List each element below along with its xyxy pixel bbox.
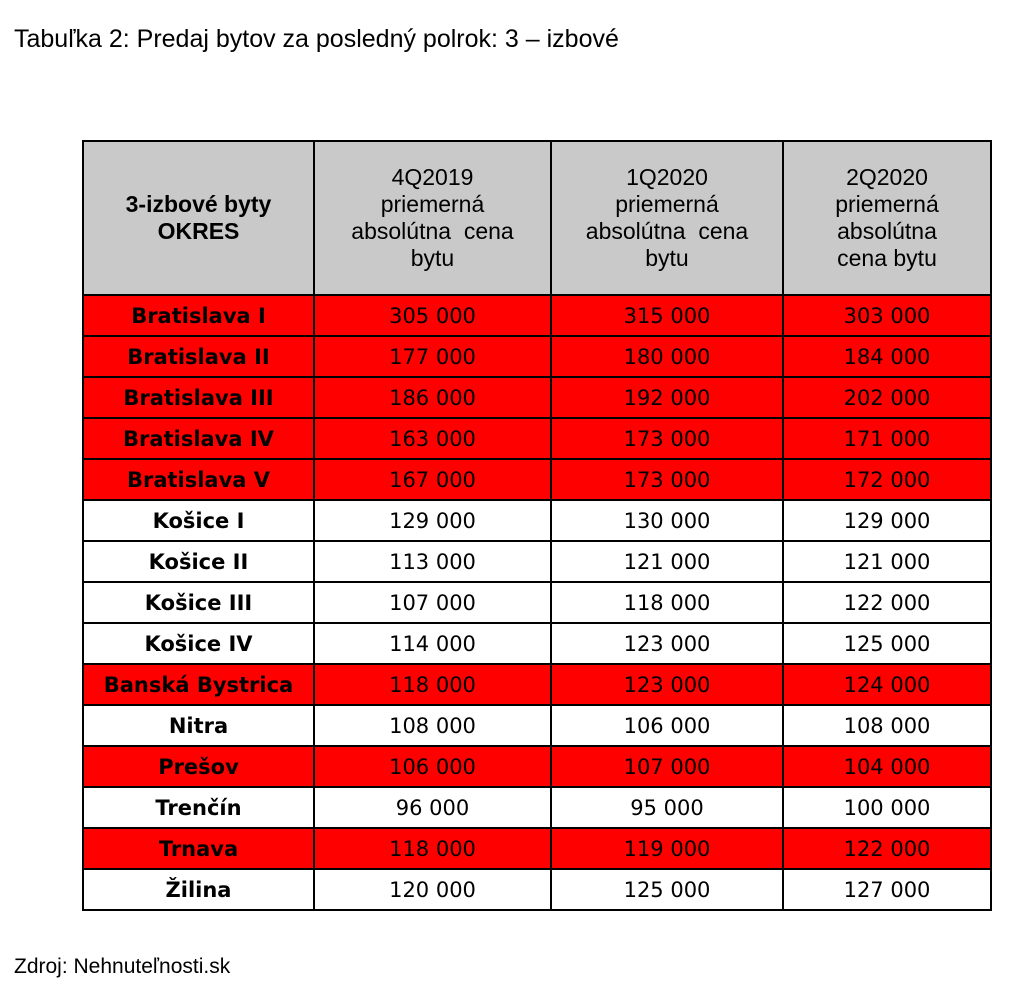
header-okres-line: OKRES [157, 218, 240, 244]
cell-4q2019: 114 000 [314, 623, 551, 664]
cell-okres: Banská Bystrica [83, 664, 314, 705]
price-table [82, 140, 992, 911]
header-2q2020-line: cena bytu [837, 245, 937, 271]
table-row [83, 746, 991, 787]
cell-1q2020: 123 000 [551, 623, 783, 664]
table-row [83, 623, 991, 664]
cell-2q2020: 127 000 [783, 869, 991, 910]
header-1q2020 [551, 141, 783, 295]
cell-1q2020: 118 000 [551, 582, 783, 623]
cell-2q2020: 129 000 [783, 500, 991, 541]
table-row [83, 459, 991, 500]
header-okres-line: 3-izbové byty [125, 191, 272, 217]
cell-okres: Trnava [83, 828, 314, 869]
header-4q2019-line: 4Q2019 [391, 164, 474, 190]
cell-okres: Košice I [83, 500, 314, 541]
cell-okres: Bratislava II [83, 336, 314, 377]
cell-okres: Bratislava V [83, 459, 314, 500]
cell-2q2020: 122 000 [783, 582, 991, 623]
table-row [83, 500, 991, 541]
cell-4q2019: 107 000 [314, 582, 551, 623]
header-4q2019 [314, 141, 551, 295]
cell-okres: Košice III [83, 582, 314, 623]
header-1q2020-line: 1Q2020 [626, 164, 708, 190]
header-4q2019-line: bytu [410, 245, 455, 271]
cell-1q2020: 119 000 [551, 828, 783, 869]
cell-4q2019: 118 000 [314, 664, 551, 705]
cell-1q2020: 123 000 [551, 664, 783, 705]
cell-1q2020: 121 000 [551, 541, 783, 582]
cell-1q2020: 107 000 [551, 746, 783, 787]
cell-4q2019: 113 000 [314, 541, 551, 582]
cell-2q2020: 104 000 [783, 746, 991, 787]
cell-4q2019: 186 000 [314, 377, 551, 418]
cell-okres: Žilina [83, 869, 314, 910]
cell-okres: Bratislava IV [83, 418, 314, 459]
cell-4q2019: 108 000 [314, 705, 551, 746]
table-row [83, 336, 991, 377]
cell-2q2020: 100 000 [783, 787, 991, 828]
cell-2q2020: 184 000 [783, 336, 991, 377]
cell-2q2020: 125 000 [783, 623, 991, 664]
cell-4q2019: 163 000 [314, 418, 551, 459]
table-row [83, 295, 991, 336]
cell-2q2020: 122 000 [783, 828, 991, 869]
cell-okres: Košice II [83, 541, 314, 582]
cell-2q2020: 124 000 [783, 664, 991, 705]
cell-4q2019: 305 000 [314, 295, 551, 336]
table-row [83, 582, 991, 623]
cell-1q2020: 315 000 [551, 295, 783, 336]
cell-1q2020: 125 000 [551, 869, 783, 910]
cell-okres: Bratislava I [83, 295, 314, 336]
header-4q2019-line: absolútna cena [351, 218, 514, 244]
table-row [83, 869, 991, 910]
table-row [83, 418, 991, 459]
cell-1q2020: 192 000 [551, 377, 783, 418]
table-caption: Tabuľka 2: Predaj bytov za posledný polrok: 3 – izbové [14, 25, 619, 53]
cell-4q2019: 118 000 [314, 828, 551, 869]
cell-1q2020: 173 000 [551, 418, 783, 459]
source-note: Zdroj: Nehnuteľnosti.sk [14, 955, 231, 978]
header-1q2020-line: bytu [645, 245, 689, 271]
table-row [83, 664, 991, 705]
header-okres [83, 141, 314, 295]
cell-okres: Trenčín [83, 787, 314, 828]
header-2q2020-line: 2Q2020 [846, 164, 928, 190]
header-2q2020-line: absolútna [837, 218, 937, 244]
cell-1q2020: 106 000 [551, 705, 783, 746]
cell-2q2020: 303 000 [783, 295, 991, 336]
cell-4q2019: 96 000 [314, 787, 551, 828]
cell-2q2020: 171 000 [783, 418, 991, 459]
cell-2q2020: 121 000 [783, 541, 991, 582]
cell-1q2020: 173 000 [551, 459, 783, 500]
header-2q2020-line: priemerná [835, 191, 939, 217]
cell-2q2020: 108 000 [783, 705, 991, 746]
cell-okres: Nitra [83, 705, 314, 746]
cell-okres: Bratislava III [83, 377, 314, 418]
table-row [83, 828, 991, 869]
table-row [83, 541, 991, 582]
header-1q2020-line: priemerná [615, 191, 719, 217]
cell-okres: Prešov [83, 746, 314, 787]
cell-4q2019: 106 000 [314, 746, 551, 787]
cell-1q2020: 180 000 [551, 336, 783, 377]
cell-4q2019: 177 000 [314, 336, 551, 377]
table-row [83, 705, 991, 746]
cell-1q2020: 95 000 [551, 787, 783, 828]
header-1q2020-line: absolútna cena [585, 218, 749, 244]
table-row [83, 377, 991, 418]
table-body [83, 295, 991, 910]
table-header-row [83, 141, 991, 295]
cell-1q2020: 130 000 [551, 500, 783, 541]
cell-4q2019: 120 000 [314, 869, 551, 910]
cell-4q2019: 167 000 [314, 459, 551, 500]
cell-2q2020: 172 000 [783, 459, 991, 500]
header-4q2019-line: priemerná [380, 191, 485, 217]
header-2q2020 [783, 141, 991, 295]
cell-2q2020: 202 000 [783, 377, 991, 418]
cell-okres: Košice IV [83, 623, 314, 664]
table-row [83, 787, 991, 828]
cell-4q2019: 129 000 [314, 500, 551, 541]
